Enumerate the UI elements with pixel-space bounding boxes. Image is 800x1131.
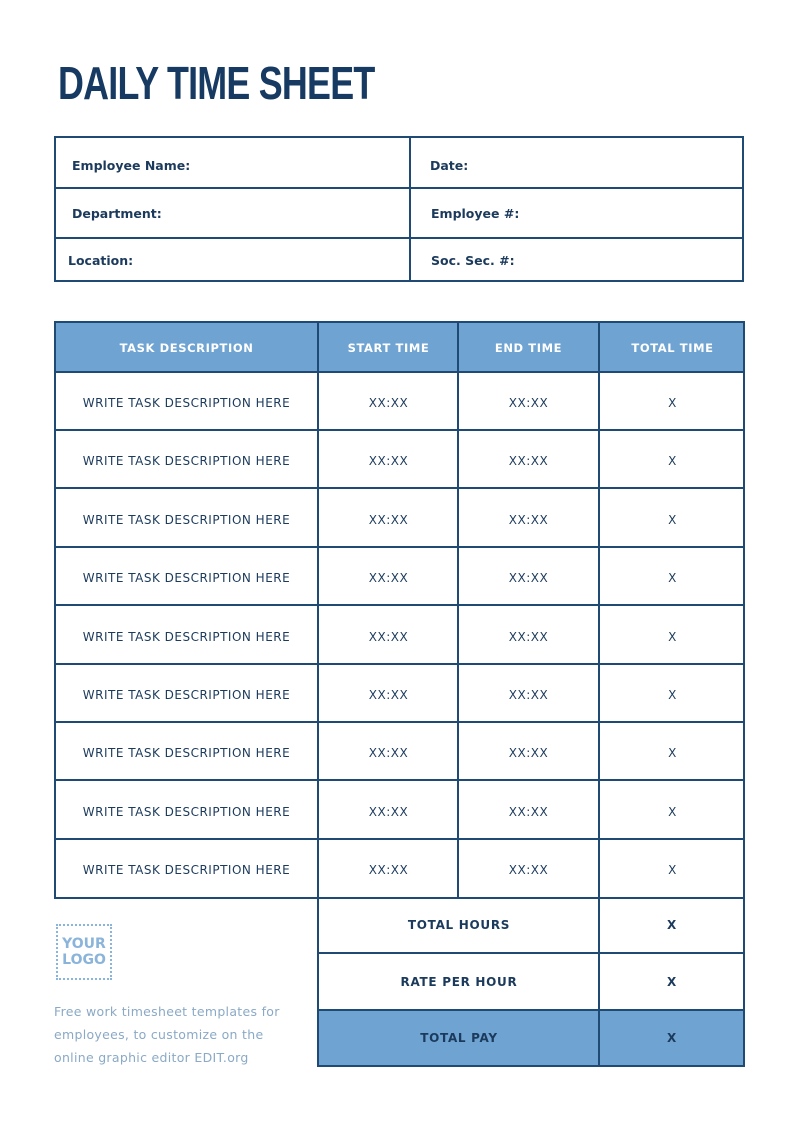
column-divider bbox=[457, 323, 459, 897]
start-time-cell[interactable]: XX:XX bbox=[368, 571, 409, 586]
total-hours-value[interactable]: X bbox=[667, 917, 677, 932]
employee-name-field[interactable]: Employee Name: bbox=[72, 158, 191, 173]
total-time-cell[interactable]: X bbox=[668, 454, 677, 469]
total-time-cell[interactable]: X bbox=[668, 512, 677, 527]
task-description-cell[interactable]: WRITE TASK DESCRIPTION HERE bbox=[82, 863, 291, 878]
table-row bbox=[56, 840, 743, 898]
info-column-divider bbox=[409, 138, 411, 280]
employee-info-box bbox=[54, 136, 744, 282]
task-rows bbox=[56, 373, 743, 897]
end-time-cell[interactable]: XX:XX bbox=[508, 629, 549, 644]
table-row bbox=[56, 548, 743, 606]
header-start-time: START TIME bbox=[347, 341, 430, 355]
total-pay-value[interactable]: X bbox=[667, 1031, 677, 1045]
table-row bbox=[56, 723, 743, 781]
start-time-cell[interactable]: XX:XX bbox=[368, 396, 409, 410]
task-description-cell[interactable]: WRITE TASK DESCRIPTION HERE bbox=[82, 571, 291, 586]
totals-column-divider bbox=[598, 897, 600, 1065]
logo-text-line1: YOUR bbox=[62, 936, 106, 952]
logo-text-line2: LOGO bbox=[62, 952, 106, 968]
task-description-cell[interactable]: WRITE TASK DESCRIPTION HERE bbox=[82, 454, 291, 469]
soc-sec-field[interactable]: Soc. Sec. #: bbox=[431, 253, 515, 268]
total-hours-row bbox=[319, 897, 743, 954]
header-end-time: END TIME bbox=[494, 341, 563, 355]
info-row-divider bbox=[56, 187, 742, 189]
rate-per-hour-label: RATE PER HOUR bbox=[400, 974, 518, 989]
total-pay-row bbox=[319, 1011, 743, 1065]
table-row bbox=[56, 782, 743, 840]
page-title: DAILY TIME SHEET bbox=[58, 57, 375, 109]
task-description-cell[interactable]: WRITE TASK DESCRIPTION HERE bbox=[82, 629, 291, 644]
total-time-cell[interactable]: X bbox=[668, 571, 677, 586]
end-time-cell[interactable]: XX:XX bbox=[508, 396, 549, 410]
logo-placeholder bbox=[56, 924, 112, 980]
end-time-cell[interactable]: XX:XX bbox=[508, 512, 549, 527]
footer-description: Free work timesheet templates for employees, to customize on the online graphic editor EDIT.org bbox=[54, 1004, 280, 1065]
start-time-cell[interactable]: XX:XX bbox=[368, 688, 409, 702]
start-time-cell[interactable]: XX:XX bbox=[368, 804, 409, 819]
rate-per-hour-row bbox=[319, 954, 743, 1011]
total-time-cell[interactable]: X bbox=[668, 746, 677, 761]
start-time-cell[interactable]: XX:XX bbox=[368, 512, 409, 527]
info-row-divider bbox=[56, 237, 742, 239]
table-row bbox=[56, 431, 743, 489]
total-time-cell[interactable]: X bbox=[668, 804, 677, 819]
table-row bbox=[56, 373, 743, 431]
total-time-cell[interactable]: X bbox=[668, 629, 677, 644]
task-table bbox=[54, 321, 745, 899]
task-description-cell[interactable]: WRITE TASK DESCRIPTION HERE bbox=[82, 512, 291, 527]
end-time-cell[interactable]: XX:XX bbox=[508, 688, 549, 702]
header-total-time: TOTAL TIME bbox=[631, 341, 714, 355]
totals-table bbox=[317, 897, 745, 1067]
start-time-cell[interactable]: XX:XX bbox=[368, 746, 409, 761]
table-row bbox=[56, 607, 743, 665]
date-field[interactable]: Date: bbox=[430, 158, 469, 173]
end-time-cell[interactable]: XX:XX bbox=[508, 863, 549, 878]
start-time-cell[interactable]: XX:XX bbox=[368, 454, 409, 469]
task-description-cell[interactable]: WRITE TASK DESCRIPTION HERE bbox=[82, 688, 291, 702]
table-row bbox=[56, 665, 743, 723]
column-divider bbox=[598, 323, 600, 897]
task-description-cell[interactable]: WRITE TASK DESCRIPTION HERE bbox=[82, 746, 291, 761]
task-table-header bbox=[56, 323, 743, 373]
total-pay-label: TOTAL PAY bbox=[420, 1031, 498, 1045]
start-time-cell[interactable]: XX:XX bbox=[368, 863, 409, 878]
end-time-cell[interactable]: XX:XX bbox=[508, 454, 549, 469]
task-description-cell[interactable]: WRITE TASK DESCRIPTION HERE bbox=[82, 396, 291, 410]
header-task-description: TASK DESCRIPTION bbox=[119, 341, 254, 355]
column-divider bbox=[317, 323, 319, 897]
total-time-cell[interactable]: X bbox=[668, 396, 677, 410]
total-hours-label: TOTAL HOURS bbox=[407, 917, 511, 932]
table-row bbox=[56, 490, 743, 548]
end-time-cell[interactable]: XX:XX bbox=[508, 571, 549, 586]
rate-per-hour-value[interactable]: X bbox=[667, 974, 677, 989]
task-description-cell[interactable]: WRITE TASK DESCRIPTION HERE bbox=[82, 804, 291, 819]
total-time-cell[interactable]: X bbox=[668, 688, 677, 702]
total-time-cell[interactable]: X bbox=[668, 863, 677, 878]
employee-number-field[interactable]: Employee #: bbox=[431, 206, 520, 221]
location-field[interactable]: Location: bbox=[68, 253, 134, 268]
end-time-cell[interactable]: XX:XX bbox=[508, 804, 549, 819]
start-time-cell[interactable]: XX:XX bbox=[368, 629, 409, 644]
end-time-cell[interactable]: XX:XX bbox=[508, 746, 549, 761]
department-field[interactable]: Department: bbox=[72, 206, 162, 221]
